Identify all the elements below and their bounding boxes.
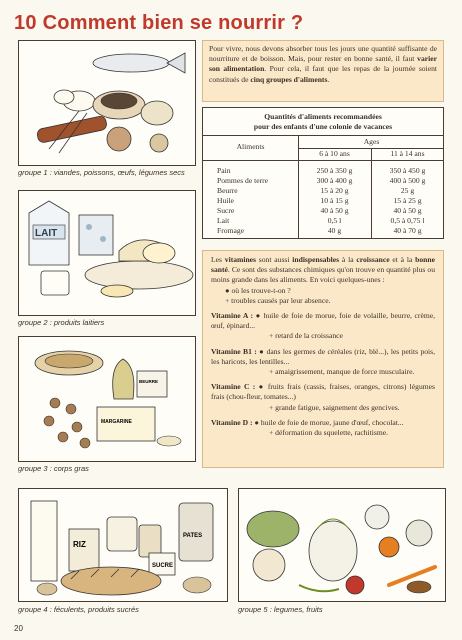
table-row-a: 15 à 20 g <box>320 186 349 195</box>
caption-group-3: groupe 3 : corps gras <box>18 464 89 473</box>
illustration-group-5 <box>238 488 446 602</box>
sucre-label: SUCRE <box>152 563 174 569</box>
caption-group-5: groupe 5 : legumes, fruits <box>238 605 323 614</box>
illustration-group-2 <box>18 190 196 316</box>
page-title <box>14 12 303 35</box>
table-row-a: 0,5 l <box>327 216 342 225</box>
beurre-label: BEURRE <box>139 379 159 384</box>
header-aliments: Aliments <box>236 142 265 151</box>
table-row-food: Pommes de terre <box>217 176 269 185</box>
table-row-a: 250 à 350 g <box>316 166 353 175</box>
table-row-b: 40 à 70 g <box>393 226 422 235</box>
vitamins-intro: Les vitamines sont aussi indispensables à la croissance et à la bonne santé. Ce sont des substances chimiques qu'on trouve en quantité plus ou moins grande dans les aliments. En voici quelques-unes : <box>211 255 435 285</box>
chapter-number: 10 <box>14 12 37 34</box>
header-11-14: 11 à 14 ans <box>390 149 425 158</box>
caption-group-1: groupe 1 : viandes, poissons, œufs, légumes secs <box>18 168 185 177</box>
vitamin-item: Vitamine A : ● huile de foie de morue, foie de volaille, beurre, crème, œuf, épinard... <box>211 311 436 331</box>
legend-lack: + troubles causés par leur absence. <box>225 295 331 305</box>
chapter-title: Comment bien se nourrir ? <box>42 12 304 34</box>
legend-where: ● où les trouve-t-on ? <box>225 285 291 295</box>
illustration-group-1 <box>18 40 196 166</box>
illustration-group-4 <box>18 488 228 602</box>
lait-carton-label: LAIT <box>35 228 58 239</box>
margarine-label: MARGARINE <box>101 419 132 425</box>
table-row-b: 0,5 à 0,75 l <box>390 216 425 225</box>
illustration-group-3 <box>18 336 196 462</box>
table-row-food: Beurre <box>217 186 238 195</box>
starches-sugars-illustration <box>19 489 227 601</box>
table-row-b: 350 à 450 g <box>389 166 426 175</box>
vitamin-lack: + grande fatigue, saignement des gencives. <box>269 402 400 412</box>
fats-illustration <box>19 337 195 461</box>
table-row-b: 400 à 500 g <box>389 176 426 185</box>
table-row-food: Lait <box>217 216 230 225</box>
table-title: Quantités d'aliments recommandées pour des enfants d'une colonie de vacances <box>203 108 443 136</box>
intro-text: Pour vivre, nous devons absorber tous les jours une quantité suffisante de nourriture et de boisson. Mais, pour rester en bonne santé, il faut varier son alimentation. Pour cela, il faut que les repas de la journée soient constitués de cinq groupes d'aliments. <box>202 40 444 102</box>
header-ages: Ages <box>363 137 380 146</box>
table-row-food: Huile <box>217 196 234 205</box>
table-row-a: 10 à 15 g <box>320 196 349 205</box>
table-row-b: 25 g <box>400 186 415 195</box>
table-row-a: 40 à 50 g <box>320 206 349 215</box>
vitamin-item: Vitamine B1 : ● dans les germes de céréales (riz, blé...), les petits pois, les haricots, les lentilles... <box>211 346 435 366</box>
page-number: 20 <box>14 624 23 633</box>
vitamin-item: Vitamine C : ● fruits frais (cassis, fraises, oranges, citrons) légumes frais (chou-fleur, tomates...) <box>211 382 435 402</box>
meat-fish-eggs-illustration <box>19 41 195 165</box>
vegetables-fruits-illustration <box>239 489 445 601</box>
vitamin-lack: + déformation du squelette, rachitisme. <box>269 428 388 438</box>
table-row-a: 40 g <box>327 226 342 235</box>
header-6-10: 6 à 10 ans <box>319 149 350 158</box>
table-row-b: 40 à 50 g <box>393 206 422 215</box>
table-row-b: 15 à 25 g <box>393 196 422 205</box>
vitamins-section <box>202 250 444 468</box>
table-row-food: Pain <box>217 166 231 175</box>
vitamin-item: Vitamine D : ● huile de foie de morue, jaune d'œuf, chocolat... <box>211 417 404 427</box>
vitamin-lack: + retard de la croissance <box>269 331 343 341</box>
table-row-food: Fromage <box>217 226 244 235</box>
dairy-products-illustration <box>19 191 195 315</box>
table-row-a: 300 à 400 g <box>316 176 353 185</box>
pates-label: PATES <box>183 533 203 539</box>
caption-group-4: groupe 4 : féculents, produits sucrés <box>18 605 139 614</box>
riz-label: RIZ <box>73 540 86 549</box>
caption-group-2: groupe 2 : produits laitiers <box>18 318 105 327</box>
table-row-food: Sucre <box>217 206 235 215</box>
vitamin-lack: + amaigrissement, manque de force musculaire. <box>269 367 415 377</box>
recommended-quantities-table <box>202 107 444 239</box>
